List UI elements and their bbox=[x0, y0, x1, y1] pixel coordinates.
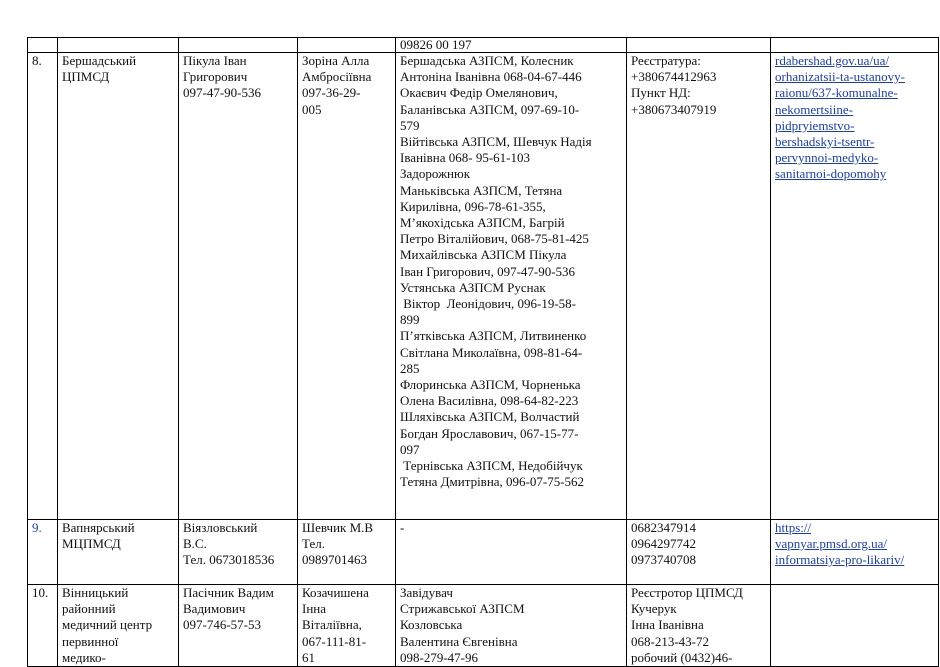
cell-name bbox=[58, 585, 179, 667]
cell-contacts-line: +380673407919 bbox=[631, 101, 717, 117]
row-number: 9. bbox=[32, 520, 42, 535]
cell-contacts-line: +380674412963 bbox=[631, 69, 717, 85]
cell-deputy-line: Віталіївна, bbox=[302, 617, 362, 633]
cell-name bbox=[58, 520, 179, 585]
cell-link bbox=[771, 520, 939, 585]
cell-contacts bbox=[627, 53, 771, 520]
cell-link-line[interactable]: https:// bbox=[775, 520, 812, 535]
cell-head-line: В.С. bbox=[183, 536, 207, 552]
cell-head-line: Григорович bbox=[183, 69, 248, 85]
cell-name-line: первинної bbox=[62, 633, 119, 649]
cell-deputy-line: Тел. bbox=[302, 536, 325, 552]
cell-head bbox=[179, 38, 298, 53]
cell-num bbox=[28, 585, 58, 667]
cell-deputy bbox=[298, 53, 396, 520]
cell-contacts-line: робочий (0432)46- bbox=[631, 649, 733, 665]
cell-ambulatories-line: Козловська bbox=[400, 617, 463, 633]
cell-ambulatories-line: Стрижавської АЗПСМ bbox=[400, 601, 525, 617]
cell-ambulatories-line: Михайлівська АЗПСМ Пікула bbox=[400, 247, 567, 263]
cell-ambulatories-line: Антоніна Іванівна 068-04-67-446 bbox=[400, 69, 582, 85]
cell-ambulatories-line: 579 bbox=[400, 117, 420, 133]
cell-link-line[interactable]: sanitarnoi-dopomohy bbox=[775, 166, 887, 182]
cell-ambulatories-line: Бершадська АЗПСМ, Колесник bbox=[400, 53, 574, 68]
cell-link-line[interactable]: vapnyar.pmsd.org.ua/ bbox=[775, 536, 888, 552]
cell-link bbox=[771, 38, 939, 53]
cell-contacts bbox=[627, 520, 771, 585]
cell-deputy-line: Інна bbox=[302, 601, 327, 617]
cell-ambulatories-line: Іван Григорович, 097-47-90-536 bbox=[400, 263, 576, 279]
cell-deputy-line: Козачишена bbox=[302, 585, 369, 600]
cell-ambulatories-line: Окаєвич Федір Омелянович, bbox=[400, 85, 558, 101]
cell-ambulatories-line: Іванівна 068- 95-61-103 bbox=[400, 150, 530, 166]
cell-ambulatories-line: Задорожнюк bbox=[400, 166, 471, 182]
cell-head-line: 097-47-90-536 bbox=[183, 85, 261, 101]
cell-name-line: районний bbox=[62, 601, 116, 617]
cell-name-line: МЦПМСД bbox=[62, 536, 121, 552]
row-number: 8. bbox=[32, 53, 42, 68]
cell-head bbox=[179, 53, 298, 520]
cell-ambulatories-line: П’ятківська АЗПСМ, Литвиненко bbox=[400, 328, 587, 344]
cell-contacts-line: 068-213-43-72 bbox=[631, 633, 709, 649]
cell-link-line[interactable]: bershadskyi-tsentr- bbox=[775, 134, 875, 150]
cell-deputy-line: 0989701463 bbox=[302, 552, 367, 568]
cell-deputy bbox=[298, 585, 396, 667]
cell-name-line: медико- bbox=[62, 649, 106, 665]
cell-name-line: ЦПМСД bbox=[62, 69, 110, 85]
cell-ambulatories-line: М’якохідська АЗПСМ, Багрій bbox=[400, 215, 565, 231]
cell-head-line: Вадимович bbox=[183, 601, 246, 617]
cell-contacts bbox=[627, 585, 771, 667]
cell-name-line: Вапнярський bbox=[62, 520, 135, 535]
cell-ambulatories-line: Тернівська АЗПСМ, Недобійчук bbox=[400, 458, 583, 474]
cell-deputy-line: 005 bbox=[302, 101, 322, 117]
cell-head-line: 097-746-57-53 bbox=[183, 617, 261, 633]
cell-contacts-line: 0973740708 bbox=[631, 552, 696, 568]
cell-head-line: Пасічник Вадим bbox=[183, 585, 274, 600]
cell-ambulatories-line: Кирилівна, 096-78-61-355, bbox=[400, 198, 546, 214]
cell-contacts-line: 0682347914 bbox=[631, 520, 696, 535]
cell-deputy-line: 067-111-81- bbox=[302, 633, 367, 649]
cell-ambulatories-line: Флоринська АЗПСМ, Чорненька bbox=[400, 377, 581, 393]
cell-ambulatories-line: Петро Віталійович, 068-75-81-425 bbox=[400, 231, 589, 247]
cell-num bbox=[28, 38, 58, 53]
cell-link-line[interactable]: informatsiya-pro-likariv/ bbox=[775, 552, 905, 568]
cell-num bbox=[28, 520, 58, 585]
cell-link bbox=[771, 585, 939, 667]
table-row bbox=[28, 520, 939, 585]
cell-contacts-line: Пункт НД: bbox=[631, 85, 691, 101]
cell-ambulatories-line: 097 bbox=[400, 441, 420, 457]
cell-ambulatories bbox=[396, 585, 627, 667]
cell-name bbox=[58, 53, 179, 520]
cell-ambulatories-line: - bbox=[400, 520, 405, 535]
cell-contacts-line: Кучерук bbox=[631, 601, 677, 617]
cell-contacts-line: Реєстротор ЦПМСД bbox=[631, 585, 743, 600]
cell-link-line[interactable]: pervynnoi-medyko- bbox=[775, 150, 879, 166]
cell-ambulatories-line: 285 bbox=[400, 360, 420, 376]
cell-ambulatories-line: 098-279-47-96 bbox=[400, 649, 478, 665]
phone-tail: 09826 00 197 bbox=[400, 37, 472, 52]
cell-contacts-line: Інна Іванівна bbox=[631, 617, 704, 633]
table-row bbox=[28, 53, 939, 520]
cell-deputy-line: Амбросіївна bbox=[302, 69, 372, 85]
cell-ambulatories bbox=[396, 53, 627, 520]
cell-contacts-line: Реєстратура: bbox=[631, 53, 701, 68]
cell-link-line[interactable]: rdabershad.gov.ua/ua/ bbox=[775, 53, 889, 68]
cell-deputy-line: Шевчик М.В bbox=[302, 520, 374, 535]
cell-link-line[interactable]: nekomertsiine- bbox=[775, 101, 853, 117]
clinics-table bbox=[27, 37, 939, 667]
cell-deputy-line: Зоріна Алла bbox=[302, 53, 370, 68]
cell-ambulatories bbox=[396, 520, 627, 585]
table-row-continued bbox=[28, 38, 939, 53]
cell-link-line[interactable]: orhanizatsii-ta-ustanovy- bbox=[775, 69, 905, 85]
cell-ambulatories-line: Віктор Леонідович, 096-19-58- bbox=[400, 296, 576, 312]
cell-name-line: Бершадський bbox=[62, 53, 137, 68]
cell-deputy-line: 61 bbox=[302, 649, 315, 665]
cell-ambulatories bbox=[396, 38, 627, 53]
cell-name-line: Вінницький bbox=[62, 585, 129, 600]
cell-ambulatories-line: Світлана Миколаївна, 098-81-64- bbox=[400, 344, 583, 360]
cell-head bbox=[179, 520, 298, 585]
cell-head-line: Пікула Іван bbox=[183, 53, 247, 68]
cell-deputy bbox=[298, 38, 396, 53]
cell-head-line: Віязловський bbox=[183, 520, 258, 535]
cell-ambulatories-line: Тетяна Дмитрівна, 096-07-75-562 bbox=[400, 474, 585, 490]
cell-name bbox=[58, 38, 179, 53]
cell-ambulatories-line: Валентина Євгенівна bbox=[400, 633, 518, 649]
row-number: 10. bbox=[32, 585, 49, 600]
cell-contacts-line: 0964297742 bbox=[631, 536, 696, 552]
cell-ambulatories-line: Олена Василівна, 098-64-82-223 bbox=[400, 393, 579, 409]
cell-ambulatories-line: Устянська АЗПСМ Руснак bbox=[400, 279, 546, 295]
cell-head bbox=[179, 585, 298, 667]
cell-link bbox=[771, 53, 939, 520]
table-row bbox=[28, 585, 939, 667]
cell-link-line[interactable]: pidpryiemstvo- bbox=[775, 117, 855, 133]
cell-ambulatories-line: Шляхівська АЗПСМ, Волчастий bbox=[400, 409, 580, 425]
cell-ambulatories-line: Богдан Ярославович, 067-15-77- bbox=[400, 425, 579, 441]
cell-link-line[interactable]: raionu/637-komunalne- bbox=[775, 85, 898, 101]
cell-ambulatories-line: Маньківська АЗПСМ, Тетяна bbox=[400, 182, 563, 198]
cell-num bbox=[28, 53, 58, 520]
cell-name-line: медичний центр bbox=[62, 617, 153, 633]
cell-deputy bbox=[298, 520, 396, 585]
cell-ambulatories-line: Баланівська АЗПСМ, 097-69-10- bbox=[400, 101, 580, 117]
cell-ambulatories-line: Війтівська АЗПСМ, Шевчук Надія bbox=[400, 134, 592, 150]
cell-ambulatories-line: 899 bbox=[400, 312, 420, 328]
cell-ambulatories-line: Завідувач bbox=[400, 585, 453, 600]
cell-deputy-line: 097-36-29- bbox=[302, 85, 361, 101]
cell-contacts bbox=[627, 38, 771, 53]
cell-head-line: Тел. 0673018536 bbox=[183, 552, 275, 568]
